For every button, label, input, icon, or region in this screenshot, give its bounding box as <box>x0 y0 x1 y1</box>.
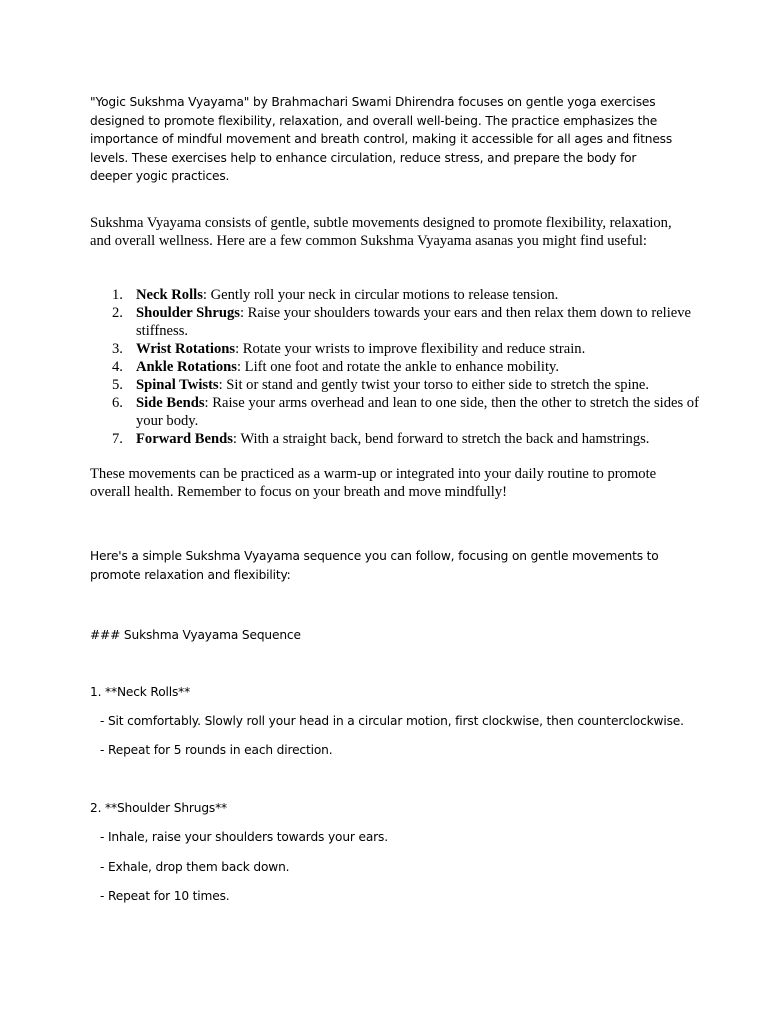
step-instruction: - Sit comfortably. Slowly roll your head in a circular motion, first clockwise, then counterclockwise. <box>100 714 684 728</box>
list-item <box>136 305 726 341</box>
list-item <box>136 359 726 377</box>
step-instruction: - Inhale, raise your shoulders towards your ears. <box>100 830 388 844</box>
asana-name: Spinal Twists <box>136 376 219 393</box>
step-title: 2. **Shoulder Shrugs** <box>90 801 228 815</box>
asana-list <box>90 287 726 448</box>
step-instruction: - Exhale, drop them back down. <box>100 860 290 874</box>
step-title: 1. **Neck Rolls** <box>90 685 191 699</box>
asana-name: Forward Bends <box>136 430 233 447</box>
asana-description: : Rotate your wrists to improve flexibility and reduce strain. <box>235 340 586 357</box>
step-instruction: - Repeat for 10 times. <box>100 889 230 903</box>
asana-description: : With a straight back, bend forward to stretch the back and hamstrings. <box>232 430 650 447</box>
list-item <box>136 395 726 431</box>
asana-name: Side Bends <box>136 394 205 411</box>
list-item <box>136 431 726 449</box>
asana-description: : Gently roll your neck in circular motions to release tension. <box>202 287 559 303</box>
step-instruction: - Repeat for 5 rounds in each direction. <box>100 743 333 757</box>
asana-name: Wrist Rotations <box>136 340 236 357</box>
asana-description: : Raise your arms overhead and lean to one side, then the other to stretch the sides of your body. <box>136 394 699 429</box>
asana-description: : Lift one foot and rotate the ankle to enhance mobility. <box>236 358 559 375</box>
list-item <box>136 377 726 395</box>
asana-name: Ankle Rotations <box>136 358 237 375</box>
list-item <box>136 287 726 305</box>
sequence-intro-paragraph: Here's a simple Sukshma Vyayama sequence you can follow, focusing on gentle movements to promote relaxation and flexibility: <box>90 549 659 582</box>
overview-paragraph: Sukshma Vyayama consists of gentle, subtle movements designed to promote flexibility, relaxation, and overall wellness. Here are a few common Sukshma Vyayama asanas you might find useful: <box>90 215 672 249</box>
sequence-heading: ### Sukshma Vyayama Sequence <box>90 628 301 642</box>
list-item <box>136 341 726 359</box>
asana-description: : Raise your shoulders towards your ears and then relax them down to relieve stiffness. <box>136 304 692 339</box>
closing-paragraph: These movements can be practiced as a warm-up or integrated into your daily routine to promote overall health. Remember to focus on your breath and move mindfully! <box>90 466 657 500</box>
intro-paragraph: "Yogic Sukshma Vyayama" by Brahmachari Swami Dhirendra focuses on gentle yoga exercises designed to promote flexibility, relaxation, and overall well-being. The practice emphasizes the importance of mindful movement and breath control, making it accessible for all ages and fitness levels. These exercises help to enhance circulation, reduce stress, and prepare the body for deeper yogic practices. <box>90 95 673 183</box>
asana-name: Shoulder Shrugs <box>136 304 240 321</box>
asana-name: Neck Rolls <box>136 287 203 303</box>
asana-description: : Sit or stand and gently twist your torso to either side to stretch the spine. <box>218 376 650 393</box>
